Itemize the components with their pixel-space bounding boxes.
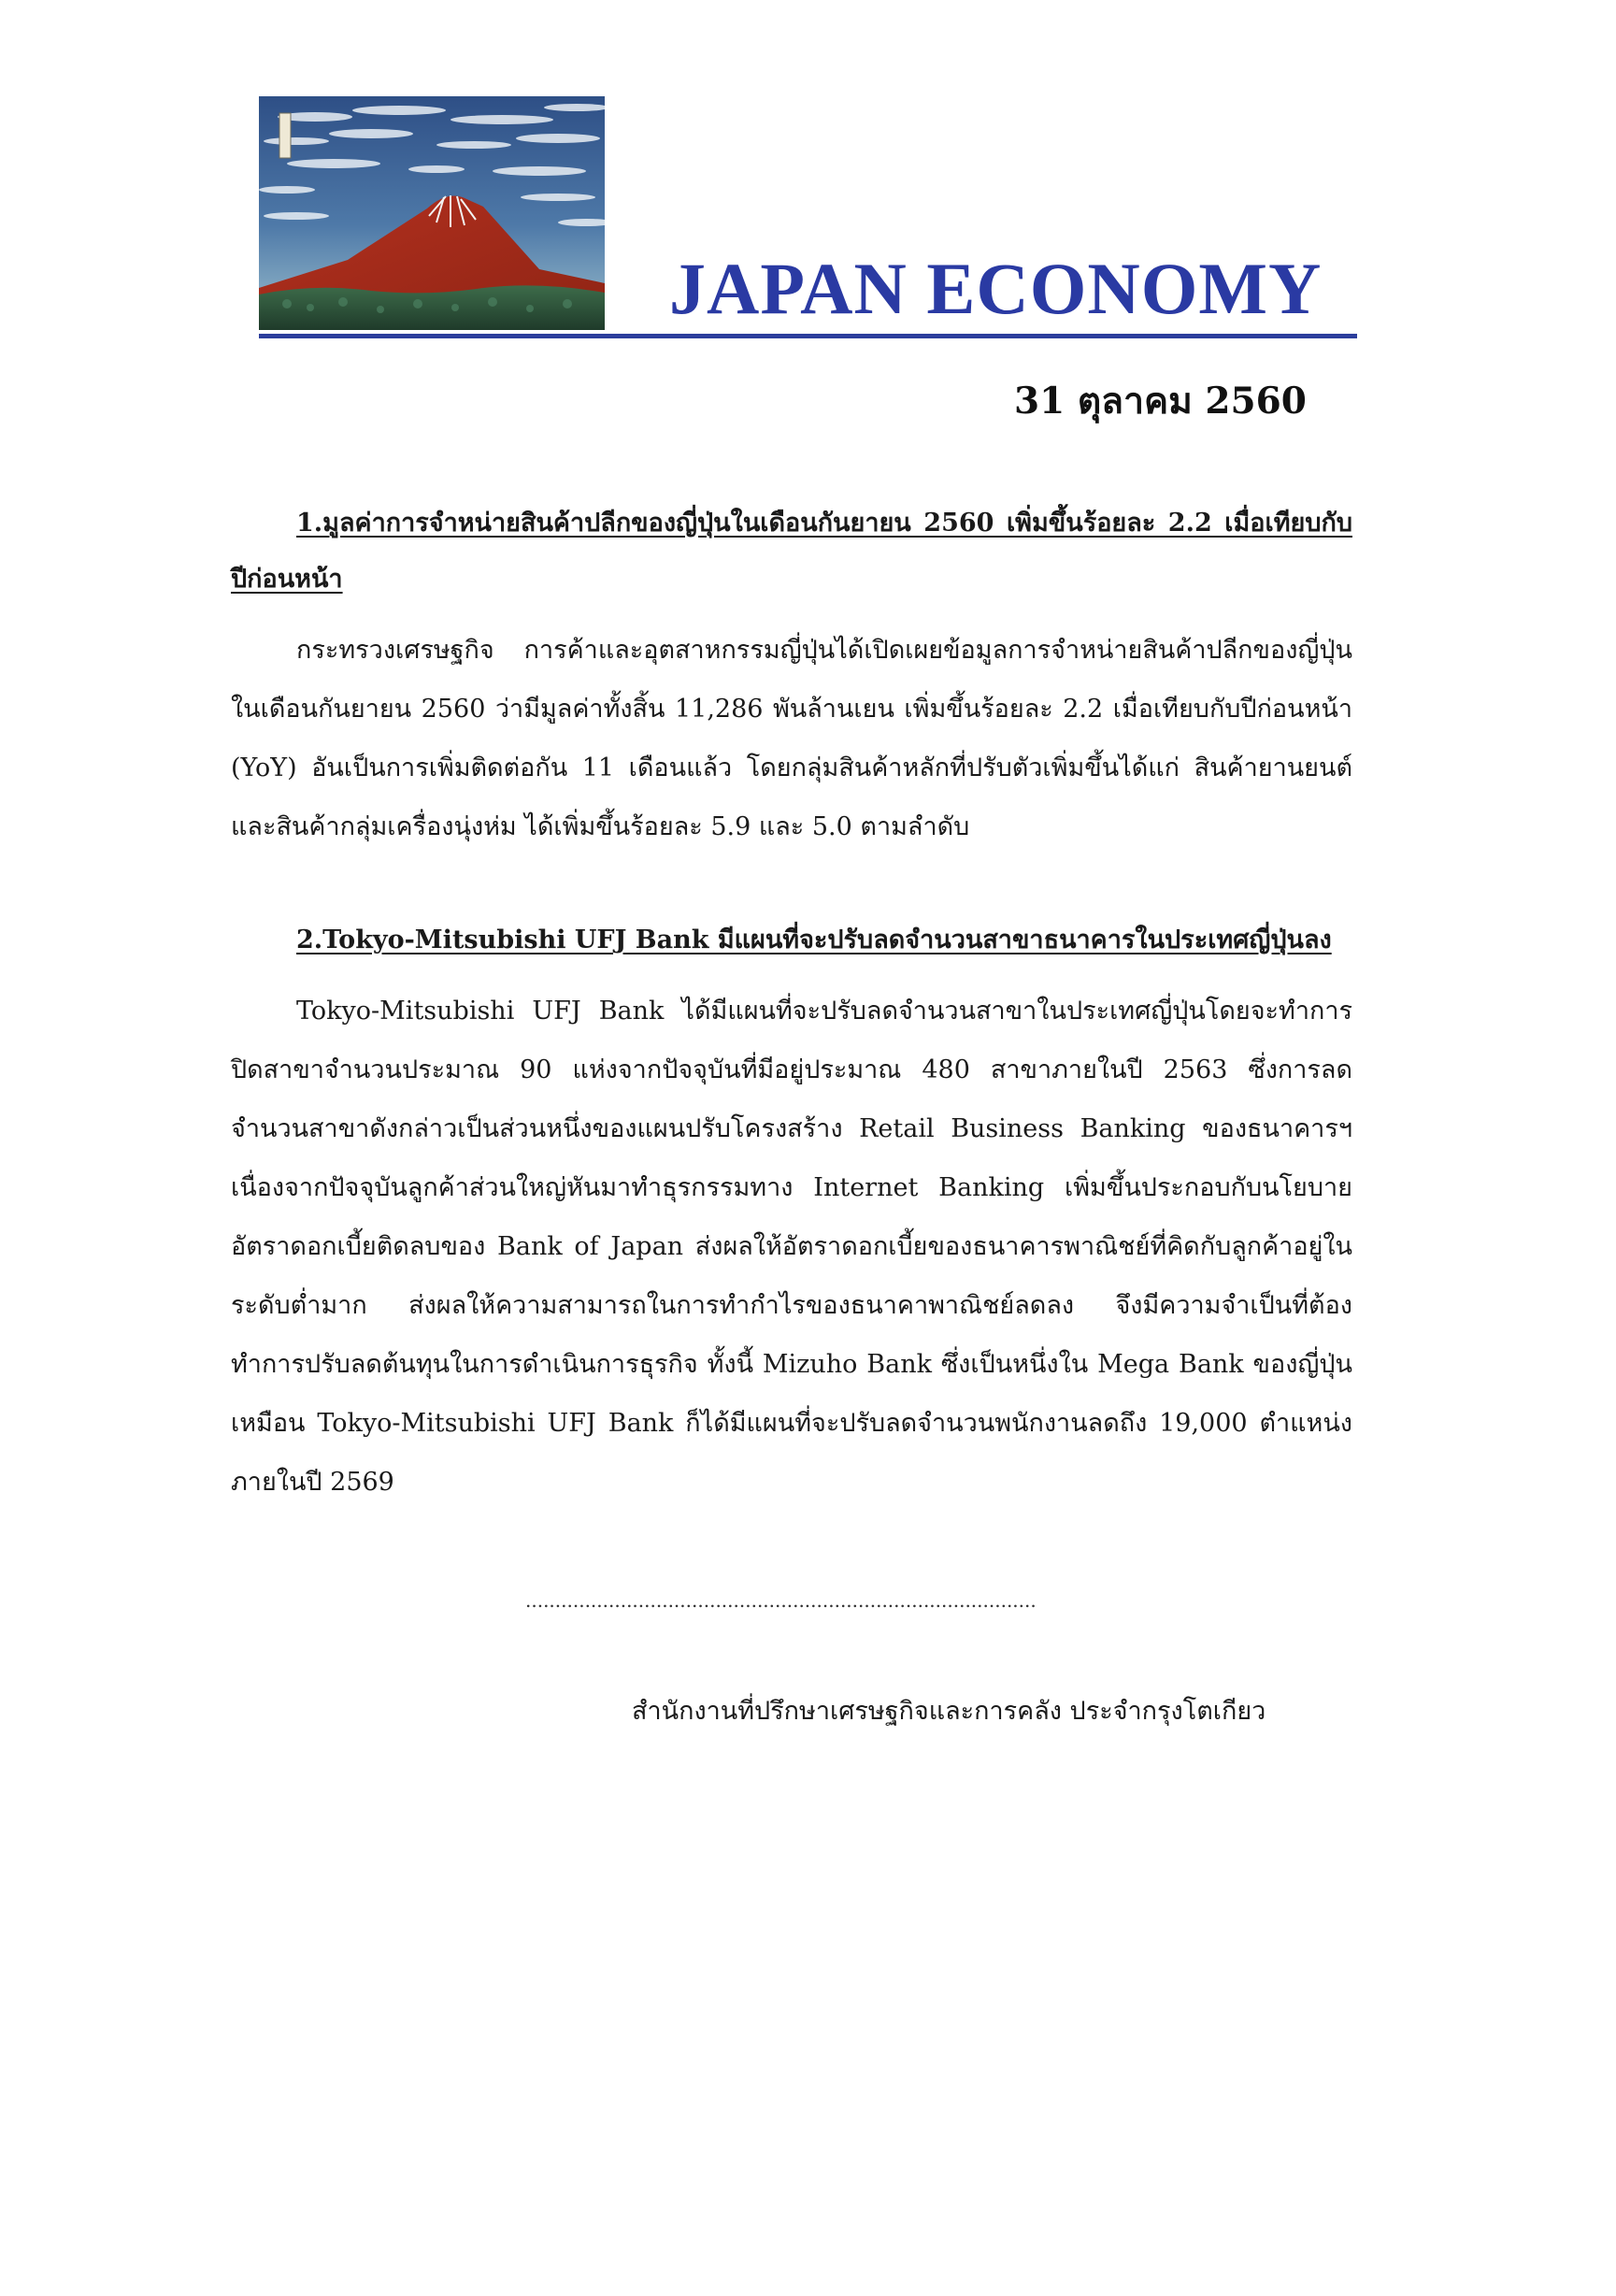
masthead-title: JAPAN ECONOMY: [669, 248, 1323, 329]
publication-date: 31 ตุลาคม 2560: [1014, 380, 1307, 423]
masthead-rule: [259, 334, 1357, 338]
office-signature: สำนักงานที่ปรึกษาเศรษฐกิจและการคลัง ประจำกรุงโตเกียว: [632, 1697, 1266, 1726]
mount-fuji-illustration: [259, 96, 605, 330]
news-body: กระทรวงเศรษฐกิจ การค้าและอุตสาหกรรมญี่ปุ่นได้เปิดเผยข้อมูลการจำหน่ายสินค้าปลีกของญี่ปุ่นในเดือนกันยายน 2560 ว่ามีมูลค่าทั้งสิ้น 11,286 พันล้านเยน เพิ่มขึ้นร้อยละ 2.2 เมื่อเทียบกับปีก่อนหน้า (YoY) อันเป็นการเพิ่มติดต่อกัน 11 เดือนแล้ว โดยกลุ่มสินค้าหลักที่ปรับตัวเพิ่มขึ้นได้แก่ สินค้ายานยนต์และสินค้ากลุ่มเครื่องนุ่งห่ม ได้เพิ่มขึ้นร้อยละ 5.9 และ 5.0 ตามลำดับ: [231, 636, 1352, 841]
news-item: [231, 495, 1352, 856]
news-headline: 2.Tokyo-Mitsubishi UFJ Bank มีแผนที่จะปรับลดจำนวนสาขาธนาคารในประเทศญี่ปุ่นลง: [296, 926, 1332, 954]
dotted-separator: ......................................................................................: [525, 1589, 1037, 1612]
news-item: [231, 912, 1352, 1512]
article-content: [231, 495, 1352, 1568]
news-headline: 1.มูลค่าการจำหน่ายสินค้าปลีกของญี่ปุ่นในเดือนกันยายน 2560 เพิ่มขึ้นร้อยละ 2.2 เมื่อเทียบกับปีก่อนหน้า: [231, 509, 1352, 594]
news-body: Tokyo-Mitsubishi UFJ Bank ได้มีแผนที่จะปรับลดจำนวนสาขาในประเทศญี่ปุ่นโดยจะทำการปิดสาขาจำนวนประมาณ 90 แห่งจากปัจจุบันที่มีอยู่ประมาณ 480 สาขาภายในปี 2563 ซึ่งการลดจำนวนสาขาดังกล่าวเป็นส่วนหนึ่งของแผนปรับโครงสร้าง Retail Business Banking ของธนาคารฯ เนื่องจากปัจจุบันลูกค้าส่วนใหญ่หันมาทำธุรกรรมทาง Internet Banking เพิ่มขึ้นประกอบกับนโยบายอัตราดอกเบี้ยติดลบของ Bank of Japan ส่งผลให้อัตราดอกเบี้ยของธนาคารพาณิชย์ที่คิดกับลูกค้าอยู่ในระดับต่ำมาก ส่งผลให้ความสามารถในการทำกำไรของธนาคาพาณิชย์ลดลง จึงมีความจำเป็นที่ต้องทำการปรับลดต้นทุนในการดำเนินการธุรกิจ ทั้งนี้ Mizuho Bank ซึ่งเป็นหนึ่งใน Mega Bank ของญี่ปุ่นเหมือน Tokyo-Mitsubishi UFJ Bank ก็ได้มีแผนที่จะปรับลดจำนวนพนักงานลดถึง 19,000 ตำแหน่งภายในปี 2569: [231, 997, 1352, 1497]
